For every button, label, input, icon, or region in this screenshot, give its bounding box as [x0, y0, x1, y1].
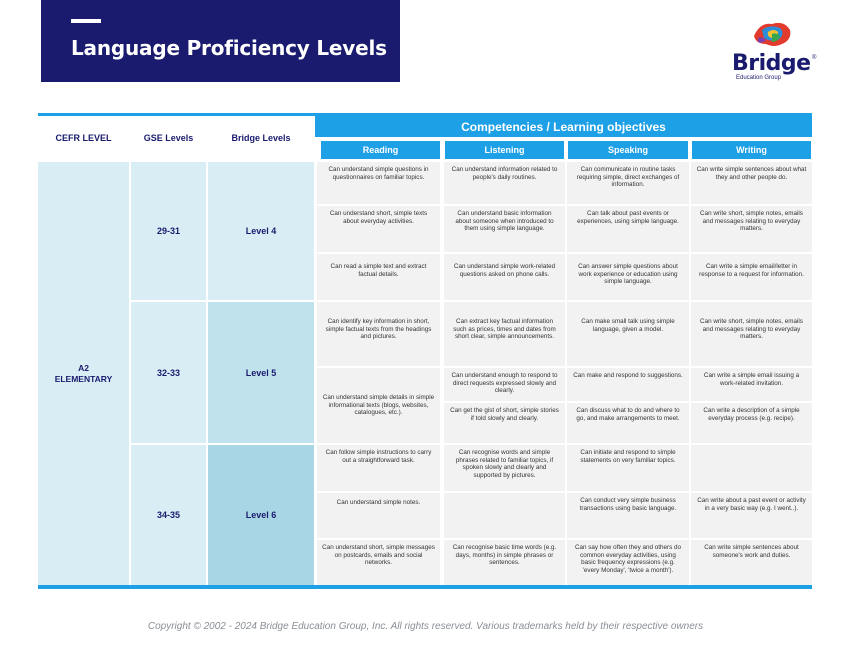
speaking-cell: Can talk about past events or experiences, using simple language.	[567, 206, 689, 252]
bridge-logo-icon	[732, 18, 822, 54]
registered-mark: ®	[812, 55, 817, 61]
reading-header: Reading	[321, 141, 440, 159]
competencies-header: Competencies / Learning objectives	[315, 116, 812, 137]
speaking-cell: Can initiate and respond to simple statements on very familiar topics.	[567, 445, 689, 491]
writing-cell: Can write short, simple notes, emails and messages relating to everyday matters.	[691, 302, 812, 366]
reading-cell: Can follow simple instructions to carry out a straightforward task.	[317, 445, 440, 491]
listening-cell: Can recognise basic time words (e.g. days, months) in simple phrases or sentences.	[444, 540, 565, 585]
listening-cell: Can recognise words and simple phrases related to familiar topics, if spoken slowly and clearly and supported by pictures.	[444, 445, 565, 491]
listening-cell: Can understand simple work-related questions asked on phone calls.	[444, 254, 565, 300]
bridge-levels-header: Bridge Levels	[208, 118, 314, 158]
speaking-header: Speaking	[568, 141, 688, 159]
listening-cell: Can understand information related to people's daily routines.	[444, 162, 565, 204]
speaking-cell: Can communicate in routine tasks requiring simple, direct exchanges of information.	[567, 162, 689, 204]
proficiency-table	[38, 113, 812, 591]
copyright-notice: Copyright © 2002 - 2024 Bridge Education Group, Inc. All rights reserved. Various trademarks held by their respective owners	[147, 621, 704, 632]
listening-cell-empty	[444, 493, 565, 538]
bridge-logo	[732, 18, 822, 84]
reading-cell: Can understand simple questions in questionnaires on familiar topics.	[317, 162, 440, 204]
reading-cell: Can understand simple notes.	[317, 493, 440, 538]
cefr-level-cell	[38, 162, 129, 585]
table-bottom-rule	[38, 585, 812, 589]
speaking-cell: Can say how often they and others do common everyday activities, using basic frequency expressions (e.g. 'every Monday', 'twice a month').	[567, 540, 689, 585]
writing-cell: Can write simple sentences about what they and other people do.	[691, 162, 812, 204]
cefr-code: A2	[78, 362, 89, 373]
listening-header: Listening	[445, 141, 564, 159]
listening-cell: Can get the gist of short, simple stories if told slowly and clearly.	[444, 403, 565, 443]
reading-cell: Can understand short, simple texts about everyday activities.	[317, 206, 440, 252]
writing-cell: Can write a description of a simple everyday process (e.g. recipe).	[691, 403, 812, 443]
writing-cell: Can write a simple email/letter in response to a request for information.	[691, 254, 812, 300]
gse-levels-header: GSE Levels	[131, 118, 206, 158]
reading-cell: Can understand short, simple messages on postcards, emails and social networks.	[317, 540, 440, 585]
writing-header: Writing	[692, 141, 811, 159]
listening-cell: Can extract key factual information such as prices, times and dates from short clear, simple announcements.	[444, 302, 565, 366]
reading-cell: Can identify key information in short, simple factual texts from the headings and pictures.	[317, 302, 440, 366]
reading-cell: Can understand simple details in simple informational texts (blogs, websites, catalogues, etc.).	[317, 368, 440, 443]
cefr-name: ELEMENTARY	[54, 373, 113, 384]
writing-cell-empty	[691, 445, 812, 491]
gse-level-cell: 32-33	[131, 302, 206, 443]
bridge-level-cell: Level 4	[208, 162, 314, 300]
writing-cell: Can write simple sentences about someone's work and duties.	[691, 540, 812, 585]
logo-wordmark: Bridge	[732, 51, 811, 76]
logo-subtitle: Education Group	[736, 75, 782, 81]
reading-cell: Can read a simple text and extract factual details.	[317, 254, 440, 300]
title-accent-bar	[71, 19, 101, 23]
cefr-level-header: CEFR LEVEL	[38, 118, 129, 158]
speaking-cell: Can conduct very simple business transactions using basic language.	[567, 493, 689, 538]
speaking-cell: Can discuss what to do and where to go, and make arrangements to meet.	[567, 403, 689, 443]
bridge-level-cell: Level 6	[208, 445, 314, 585]
gse-level-cell: 29-31	[131, 162, 206, 300]
writing-cell: Can write a simple email issuing a work-related invitation.	[691, 368, 812, 401]
title-banner	[41, 0, 400, 82]
page-title: Language Proficiency Levels	[71, 36, 387, 60]
listening-cell: Can understand enough to respond to direct requests expressed slowly and clearly.	[444, 368, 565, 401]
gse-level-cell: 34-35	[131, 445, 206, 585]
speaking-cell: Can make and respond to suggestions.	[567, 368, 689, 401]
listening-cell: Can understand basic information about someone when introduced to them using simple language.	[444, 206, 565, 252]
speaking-cell: Can answer simple questions about work experience or education using simple language.	[567, 254, 689, 300]
writing-cell: Can write about a past event or activity in a very basic way (e.g. I went..).	[691, 493, 812, 538]
writing-cell: Can write short, simple notes, emails and messages relating to everyday matters.	[691, 206, 812, 252]
speaking-cell: Can make small talk using simple language, given a model.	[567, 302, 689, 366]
bridge-level-cell: Level 5	[208, 302, 314, 443]
